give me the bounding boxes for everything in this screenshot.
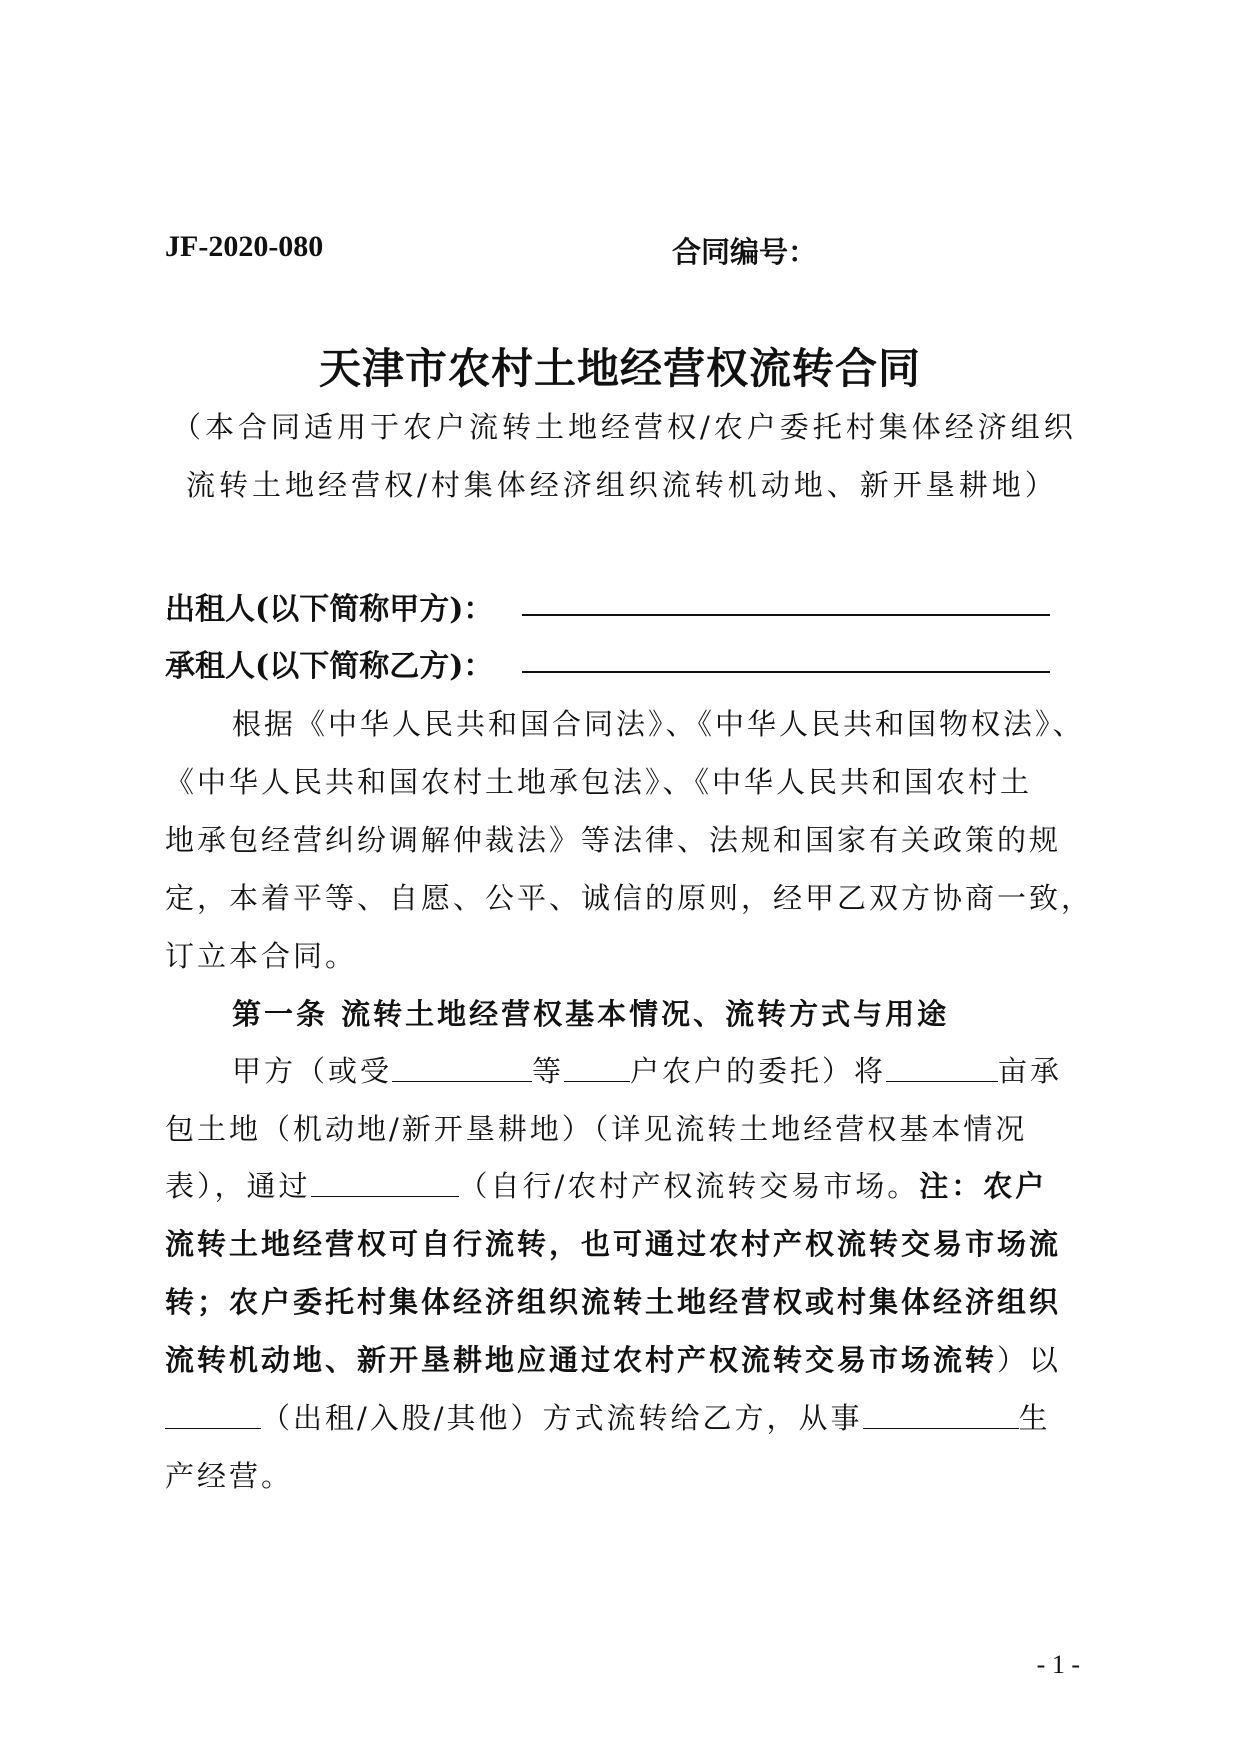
note-text: 流转机动地、新开垦耕地应通过农村产权流转交易市场流转 <box>165 1343 998 1377</box>
article-1-line-2: 包土地（机动地/新开垦耕地）（详见流转土地经营权基本情况 <box>165 1112 1028 1146</box>
document-title: 天津市农村土地经营权流转合同 <box>318 344 921 393</box>
subtitle-line-1: （本合同适用于农户流转土地经营权/农户委托村集体经济组织 <box>172 410 1077 444</box>
article-1-line-5: 转；农户委托村集体经济组织流转土地经营权或村集体经济组织 <box>165 1285 1062 1319</box>
article-1-line-3 <box>165 1164 1085 1205</box>
text-segment: 户农户的委托）将 <box>630 1054 887 1088</box>
transfer-channel-blank[interactable] <box>311 1167 459 1197</box>
lessor-blank[interactable] <box>522 614 1050 616</box>
text-segment: ）以 <box>997 1343 1062 1377</box>
transfer-method-blank[interactable] <box>165 1399 261 1429</box>
business-type-blank[interactable] <box>863 1399 1019 1429</box>
article-1-line-6 <box>165 1338 1085 1379</box>
preamble-line-3: 地承包经营纠纷调解仲裁法》等法律、法规和国家有关政策的规 <box>165 823 1062 857</box>
page-number: - 1 - <box>1036 1650 1080 1679</box>
text-segment: 亩承 <box>998 1054 1063 1088</box>
lessee-blank[interactable] <box>522 671 1050 673</box>
text-segment: （出租/入股/其他）方式流转给乙方，从事 <box>261 1401 863 1435</box>
preamble-line-4: 定，本着平等、自愿、公平、诚信的原则，经甲乙双方协商一致， <box>165 881 1094 915</box>
preamble-line-1: 根据《中华人民共和国合同法》、《中华人民共和国物权法》、 <box>232 707 1085 741</box>
note-label: 注：农户 <box>919 1169 1048 1203</box>
text-segment: 等 <box>532 1054 565 1088</box>
contract-number-label: 合同编号： <box>672 235 818 269</box>
preamble-line-5: 订立本合同。 <box>165 939 358 973</box>
subtitle-line-2: 流转土地经营权/村集体经济组织流转机动地、新开垦耕地） <box>186 468 1058 502</box>
document-code: JF-2020-080 <box>165 230 324 263</box>
article-1-line-4: 流转土地经营权可自行流转，也可通过农村产权流转交易市场流 <box>165 1227 1062 1261</box>
article-1-heading: 第一条 流转土地经营权基本情况、流转方式与用途 <box>232 997 950 1031</box>
lessee-label: 承租人(以下简称乙方)： <box>165 649 494 684</box>
acreage-blank[interactable] <box>886 1052 998 1082</box>
article-1-line-1 <box>232 1049 1152 1090</box>
text-segment: （自行/农村产权流转交易市场。 <box>458 1169 920 1203</box>
article-1-line-8: 产经营。 <box>165 1459 294 1493</box>
article-1-line-7 <box>165 1396 1085 1437</box>
text-segment: 甲方（或受 <box>232 1054 393 1088</box>
text-segment: 生 <box>1018 1401 1051 1435</box>
preamble-line-2: 《中华人民共和国农村土地承包法》、《中华人民共和国农村土 <box>165 765 1033 799</box>
household-count-blank[interactable] <box>564 1052 630 1082</box>
lessor-label: 出租人(以下简称甲方)： <box>165 592 494 627</box>
text-segment: 表），通过 <box>165 1169 311 1203</box>
entrusting-party-blank[interactable] <box>392 1052 532 1082</box>
